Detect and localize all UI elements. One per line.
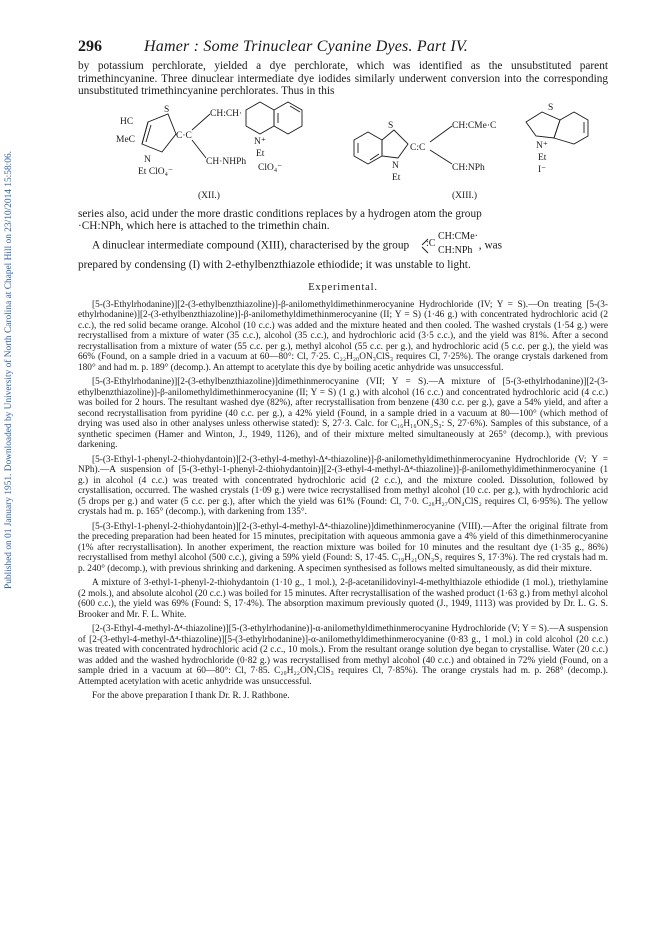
- xiii-label: (XIII.): [452, 190, 478, 201]
- structure-xii: [106, 100, 311, 208]
- structure-xiii: [348, 100, 610, 208]
- xiii-thiazole-left: [382, 130, 408, 158]
- xii-s: S: [164, 104, 170, 115]
- running-title: Hamer : Some Trinuclear Cyanine Dyes. Part IV.: [144, 38, 468, 55]
- experimental-paragraph: [5-(3-Ethyl-1-phenyl-2-thiohydantoin)][2-(3-ethyl-4-methyl-Δ⁴-thiazoline)]dimethinmerocyanine (VIII).—After the original filtrate from the preceding preparation had been heated for 15 minutes, precipitation with aqueous ammonia gave a 4% yield of this dimethinmerocyanine (1% after recrystallisation). In another experiment, the reaction mixture was boiled for 10 minutes and the resultant dye (1·35 g., 86%) recrystallised from methyl alcohol (500 c.c.), giving a 59% yield (Found: S, 17·45. C₁₉H₂₁ON₃S₂ requires S, 17·3%). The red crystals had m. p. 240° (decomp.), with previous shrinking and darkening. A specimen synthesised as follows melted simultaneously, as did their mixture.: [78, 521, 608, 574]
- xiii-iminus: I⁻: [538, 164, 547, 175]
- xii-hc: HC: [120, 116, 134, 127]
- download-watermark-text: Published on 01 January 1951. Downloaded by University of North Carolina at Chapel Hill on 23/10/2014 15:58:06.: [4, 151, 14, 589]
- experimental-section: [78, 300, 608, 702]
- download-watermark: [2, 60, 16, 680]
- xiii-chcme: CH:CMe·C: [452, 120, 497, 131]
- xii-chnhph: CH·NHPh: [206, 156, 247, 167]
- xii-nplus: N⁺: [254, 136, 266, 147]
- experimental-paragraph: A mixture of 3-ethyl-1-phenyl-2-thiohydantoin (1·10 g., 1 mol.), 2-β-acetanilidovinyl-4-methylthiazole ethiodide (1 mol.), triethylamine (2 mols.), and absolute alcohol (20 c.c.) was boiled for 15 minutes. After recrystallisation of the washed product (1·63 g.) from methyl alcohol (600 c.c.), the yield was 69% (Found: S, 17·4%). The absorption maximum previously quoted (J., 1949, 1113) was provided by Dr. L. G. S. Brooker and Mr. F. L. White.: [78, 578, 608, 620]
- xiii-benzene-right: [554, 112, 588, 144]
- xii-quinoline-ring-a: [246, 102, 274, 134]
- xiii-n: N: [392, 160, 399, 171]
- structures: [78, 100, 608, 208]
- xii-thiazoline-ring: [142, 114, 176, 152]
- xii-label: (XII.): [198, 190, 220, 201]
- xiii-et1: Et: [392, 172, 401, 183]
- xiii-et2: Et: [538, 152, 547, 163]
- group-top: CH:CMe·: [437, 230, 478, 242]
- acknowledgement: For the above preparation I thank Dr. R. J. Rathbone.: [92, 691, 290, 702]
- xiii-s2: S: [548, 102, 554, 113]
- page-header: [78, 38, 608, 60]
- paragraph-2-line-1: series also, acid under the more drastic conditions replaces by a hydrogen atom the group: [78, 207, 482, 220]
- paragraph-3-end: prepared by condensing (I) with 2-ethylbenzthiazole ethiodide; it was unstable to light.: [78, 258, 471, 271]
- xii-ch-ch: CH:CH·: [210, 108, 243, 119]
- experimental-paragraph: [5-(3-Ethylrhodanine)][2-(3-ethylbenzthiazoline)]dimethinmerocyanine (VII; Y = S).—A mixture of [5-(3-ethylrhodanine)][2-(3-ethylbenzthiazoline)]-β-anilomethyldimethinmerocyanine (II; Y = S) (1 g.) with alcohol (16 c.c.) and concentrated hydrochloric acid (4 c.c.) was boiled for 2 hours. The resultant washed dye (82%), after recrystallisation from benzene (430 c.c. per g.), gave a 54% yield, and after a second recrystallisation from pyridine (40 c.c. per g.), a 42% yield (Found, in a sample dried in a vacuum at 80—100° (which method of drying was used also in other analyses unless otherwise stated): S, 27·3. Calc. for C₁₆H₁₆ON₂S₃: S, 27·6%). Samples of this substance, of a synthetic specimen (Hamer and Winton, J., 1949, 1126), and of their mixture melted simultaneously at 265° (decomp.), with previous darkening.: [78, 377, 608, 451]
- paragraph-2-line-2: ·CH:NPh, which here is attached to the trimethin chain.: [78, 220, 330, 233]
- xii-et-clo4: Et ClO₄⁻: [138, 166, 173, 177]
- group-bottom: CH:NPh: [437, 244, 473, 256]
- xiii-chnph: CH:NPh: [452, 162, 485, 173]
- page-number: 296: [78, 38, 102, 55]
- group-formula: [412, 230, 478, 259]
- xii-cc: C·C: [176, 130, 192, 141]
- page: [78, 38, 608, 702]
- xii-et: Et: [256, 148, 265, 159]
- experimental-paragraph: [5-(3-Ethyl-1-phenyl-2-thiohydantoin)][2-(3-ethyl-4-methyl-Δ⁴-thiazoline)]-β-anilomethyldimethinmerocyanine Hydrochloride (V; Y = NPh).—A suspension of [5-(3-ethyl-1-phenyl-2-thiohydantoin)][2-(3-ethyl-4-methyl-Δ⁴-thiazoline)]-β-anilomethyldimethinmerocyanine (1 g.) in alcohol (4 c.c.) was treated with concentrated hydrochloric acid (2 c.c.), and the mixture cooled. Dissolution, followed by crystallisation, occurred. The washed crystals (1·09 g.) were twice recrystallised from methyl alcohol (10 c.c. per g.), with hydrochloric acid (5 drops per g.) and water (5 c.c. per g.), after which the yield was 61% (Found: Cl, 7·0. C₂₆H₂₇ON₄ClS₂ requires Cl, 6·95%). The yellow crystals had m. p. 165° (decomp.), with darkening from 135°.: [78, 454, 608, 518]
- xii-n: N: [144, 154, 151, 165]
- xiii-s1: S: [388, 120, 394, 131]
- paragraph-3-line-1: [78, 230, 608, 259]
- experimental-paragraph: [2-(3-Ethyl-4-methyl-Δ⁴-thiazoline)][5-(3-ethylrhodanine)]-α-anilomethyldimethinmerocyanine Hydrochloride (V; Y = S).—A suspension of [2-(3-ethyl-4-methyl-Δ⁴-thiazoline)][5-(3-ethylrhodanine)]-α-anilomethyldimethinmerocyanine (0·83 g., 1 mol.) in cold alcohol (20 c.c.) was treated with concentrated hydrochloric acid (2 c.c., 10 mols.). From the resultant orange solution dye began to crystallise. Water (20 c.c.) was added and the washed hydrochloride (0·82 g.) was recrystallised from methyl alcohol (40 c.c.) and obtained in 72% yield (Found, on a sample dried in a vacuum at 60—80°: Cl, 7·85. C₂₀H₂₂ON₃ClS₃ requires Cl, 7·85%). The orange crystals had m. p. 268° (decomp.). Attempted acetylation with acetic anhydride was unsuccessful.: [78, 624, 608, 687]
- group-c: :C: [425, 237, 436, 249]
- xii-clo4: ClO₄⁻: [258, 162, 283, 173]
- paragraph-3-start: A dinuclear intermediate compound (XIII), characterised by the group: [92, 239, 410, 252]
- paragraph-3-was: , was: [478, 239, 503, 252]
- xiii-nplus: N⁺: [536, 140, 548, 151]
- experimental-paragraph: [5-(3-Ethylrhodanine)][2-(3-ethylbenzthiazoline)]-β-anilomethyldimethinmerocyanine Hydrochloride (IV; Y = S).—On treating [5-(3-ethylrhodanine)][2-(3-ethylbenzthiazoline)]-β-anilomethyldimethinmerocyanine (II; Y = S) (1·46 g.) with concentrated hydrochloric acid (2 c.c.), the red solid became orange. Alcohol (10 c.c.) was added and the mixture heated and then cooled. The washed crystals (1·54 g.) were recrystallised from a mixture of water (35 c.c.), alcohol (35 c.c.), and hydrochloric acid (3·5 c.c.), and the yield was 81%. After a second recrystallisation from a mixture of water (55 c.c. per g.), methyl alcohol (55 c.c. per g.), and hydrochloric acid (5 c.c. per g.), the yield was 66% (Found, on a sample dried in a vacuum at 60—80°: Cl, 7·25. C₂₂H₂₀ON₃ClS₃ requires Cl, 7·25%). The orange crystals darkened from 180° and had m. p. 189° (decomp.). An attempt to acetylate this dye by boiling acetic anhydride was unsuccessful.: [78, 299, 608, 373]
- xii-mec: MeC: [116, 134, 135, 145]
- intro-paragraph: by potassium perchlorate, yielded a dye perchlorate, which was identified as the unsubstituted parent trimethincyanine. Three dinuclear intermediate dye iodides similarly underwent conversion into the corresponding unsubstituted trimethincyanine perchlorates. Thus in this: [78, 60, 608, 98]
- experimental-heading: Experimental.: [308, 281, 378, 293]
- xiii-cc: C:C: [410, 142, 426, 153]
